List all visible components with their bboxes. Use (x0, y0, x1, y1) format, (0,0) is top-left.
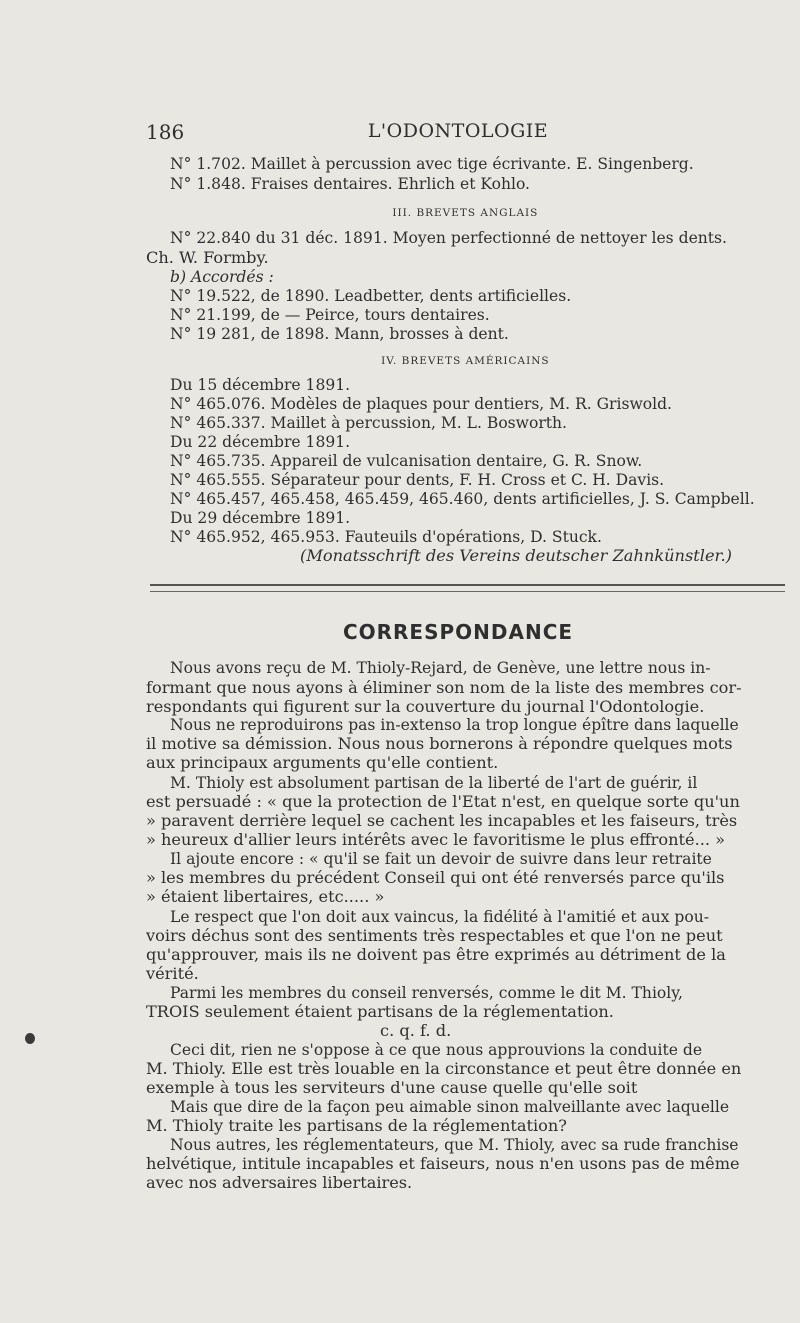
body-line: Nous autres, les réglementateurs, que M. Thioly, avec sa rude franchise (170, 1135, 739, 1154)
patent-line: N° 465.952, 465.953. Fauteuils d'opérations, D. Stuck. (170, 527, 602, 546)
body-line: vérité. (146, 964, 199, 983)
body-line: il motive sa démission. Nous nous bornerons à répondre quelques mots (146, 734, 733, 753)
body-line: M. Thioly. Elle est très louable en la circonstance et peut être donnée en (146, 1059, 742, 1078)
body-line: Ceci dit, rien ne s'oppose à ce que nous approuvions la conduite de (170, 1040, 703, 1059)
body-line: voirs déchus sont des sentiments très respectables et que l'on ne peut (146, 926, 723, 945)
body-line: est persuadé : « que la protection de l'Etat n'est, en quelque sorte qu'un (146, 792, 740, 811)
body-line: TROIS seulement étaient partisans de la réglementation. (146, 1002, 614, 1021)
subheading-accordes: b) Accordés : (170, 267, 274, 286)
page-number: 186 (146, 120, 185, 144)
patent-line: N° 1.848. Fraises dentaires. Ehrlich et Kohlo. (170, 174, 530, 193)
date-line: Du 22 décembre 1891. (170, 432, 351, 451)
date-line: Du 15 décembre 1891. (170, 375, 351, 394)
body-line: Parmi les membres du conseil renversés, comme le dit M. Thioly, (170, 983, 683, 1002)
body-line: Nous avons reçu de M. Thioly-Rejard, de Genève, une lettre nous in- (170, 658, 711, 677)
body-line: formant que nous ayons à éliminer son nom de la liste des membres cor- (146, 678, 742, 697)
patent-line: N° 19.522, de 1890. Leadbetter, dents artificielles. (170, 286, 572, 305)
body-line: helvétique, intitule incapables et faiseurs, nous n'en usons pas de même (146, 1154, 740, 1173)
body-line: Mais que dire de la façon peu aimable sinon malveillante avec laquelle (170, 1097, 730, 1116)
section-divider (150, 591, 785, 592)
section-divider (150, 584, 785, 586)
patent-line: Ch. W. Formby. (146, 248, 269, 267)
section-heading-brevets-americains: IV. BREVETS AMÉRICAINS (381, 355, 550, 367)
patent-line: N° 21.199, de — Peirce, tours dentaires. (170, 305, 490, 324)
body-line: M. Thioly traite les partisans de la réglementation? (146, 1116, 567, 1135)
patent-line: N° 22.840 du 31 déc. 1891. Moyen perfectionné de nettoyer les dents. (170, 228, 727, 247)
body-line: respondants qui figurent sur la couverture du journal l'Odontologie. (146, 697, 705, 716)
body-line: avec nos adversaires libertaires. (146, 1173, 413, 1192)
body-line: » paravent derrière lequel se cachent les incapables et les faiseurs, très (146, 811, 738, 830)
patent-line: N° 465.076. Modèles de plaques pour dentiers, M. R. Griswold. (170, 394, 673, 413)
date-line: Du 29 décembre 1891. (170, 508, 351, 527)
patent-line: N° 1.702. Maillet à percussion avec tige écrivante. E. Singenberg. (170, 154, 694, 173)
patent-line: N° 465.555. Séparateur pour dents, F. H. Cross et C. H. Davis. (170, 470, 665, 489)
patent-line: N° 465.735. Appareil de vulcanisation dentaire, G. R. Snow. (170, 451, 643, 470)
source-citation: (Monatsschrift des Vereins deutscher Zahnkünstler.) (300, 546, 732, 565)
body-line: M. Thioly est absolument partisan de la liberté de l'art de guérir, il (170, 773, 698, 792)
body-line: exemple à tous les serviteurs d'une cause quelle qu'elle soit (146, 1078, 638, 1097)
page-header (146, 120, 770, 146)
body-line: aux principaux arguments qu'elle contient. (146, 753, 499, 772)
patent-line: N° 19 281, de 1898. Mann, brosses à dent. (170, 324, 509, 343)
section-title-correspondance: CORRESPONDANCE (342, 620, 574, 644)
body-line: » heureux d'allier leurs intérêts avec le favoritisme le plus effronté... » (146, 830, 726, 849)
section-heading-brevets-anglais: III. BREVETS ANGLAIS (392, 207, 539, 219)
patent-line: N° 465.337. Maillet à percussion, M. L. Bosworth. (170, 413, 568, 432)
body-line: » étaient libertaires, etc..... » (146, 887, 385, 906)
body-line: c. q. f. d. (380, 1021, 452, 1040)
body-line: Nous ne reproduirons pas in-extenso la trop longue épître dans laquelle (170, 715, 739, 734)
ink-spot (25, 1033, 35, 1044)
running-title: L'ODONTOLOGIE (367, 120, 549, 142)
body-line: qu'approuver, mais ils ne doivent pas être exprimés au détriment de la (146, 945, 726, 964)
patent-line: N° 465.457, 465.458, 465.459, 465.460, dents artificielles, J. S. Campbell. (170, 489, 755, 508)
body-line: Le respect que l'on doit aux vaincus, la fidélité à l'amitié et aux pou- (170, 907, 710, 926)
body-line: » les membres du précédent Conseil qui ont été renversés parce qu'ils (146, 868, 725, 887)
body-line: Il ajoute encore : « qu'il se fait un devoir de suivre dans leur retraite (170, 849, 712, 868)
